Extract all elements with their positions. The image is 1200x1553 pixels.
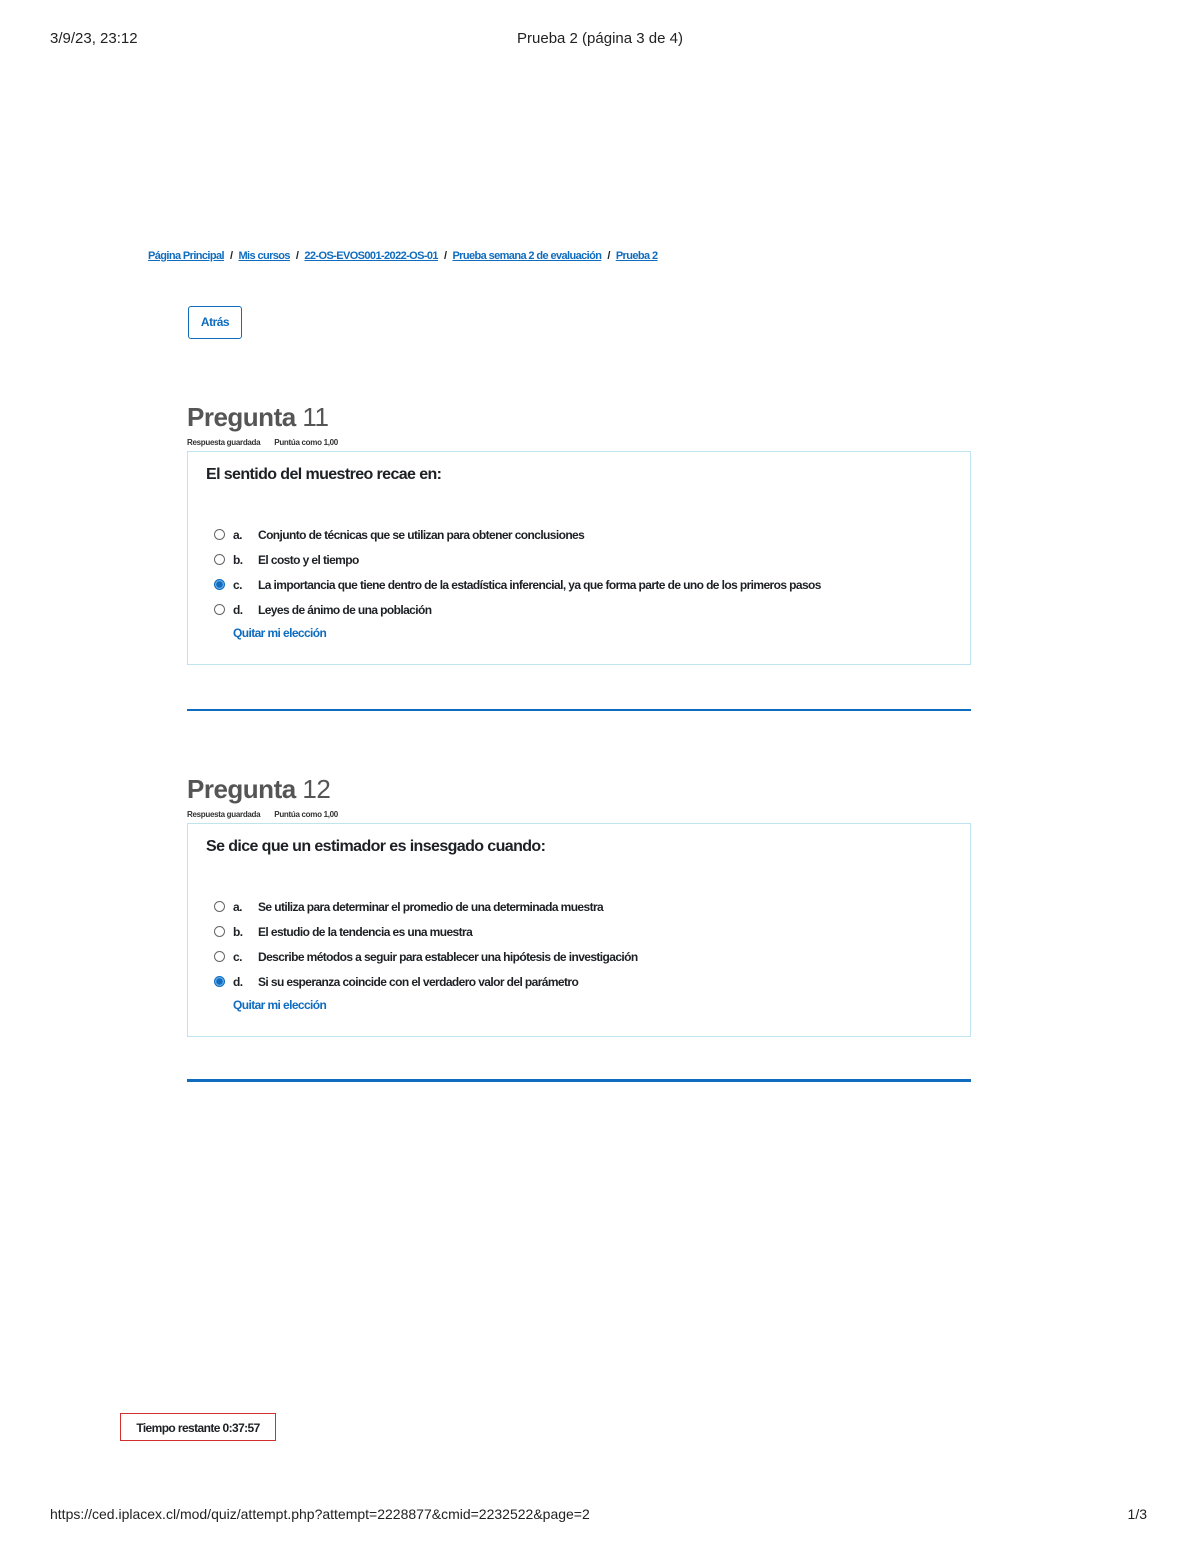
- back-button[interactable]: Atrás: [188, 306, 242, 339]
- answer-letter: a.: [233, 899, 242, 914]
- print-url: https://ced.iplacex.cl/mod/quiz/attempt.php?attempt=2228877&cmid=2232522&page=2: [50, 1506, 590, 1522]
- question-box: [187, 451, 971, 665]
- radio-button[interactable]: [214, 901, 225, 912]
- question-box: [187, 823, 971, 1037]
- answer-letter: c.: [233, 577, 242, 592]
- radio-button-selected[interactable]: [214, 579, 225, 590]
- breadcrumb-separator: /: [229, 250, 233, 262]
- answer-text: Leyes de ánimo de una población: [258, 602, 432, 617]
- question-status: Respuesta guardada: [187, 810, 261, 819]
- answer-list: [214, 894, 638, 994]
- breadcrumb-separator: /: [607, 250, 610, 262]
- answer-letter: a.: [233, 527, 242, 542]
- answer-text: La importancia que tiene dentro de la estadística inferencial, ya que forma parte de uno de los primeros pasos: [258, 577, 821, 592]
- answer-letter: b.: [233, 924, 243, 939]
- breadcrumb-separator: /: [295, 250, 299, 262]
- answer-text: Si su esperanza coincide con el verdadero valor del parámetro: [258, 974, 579, 989]
- question-number: 12: [302, 774, 331, 804]
- radio-button-selected[interactable]: [214, 976, 225, 987]
- radio-button[interactable]: [214, 554, 225, 565]
- breadcrumb-item-quiz[interactable]: Prueba 2: [615, 250, 658, 262]
- answer-option[interactable]: [214, 522, 821, 547]
- radio-button[interactable]: [214, 951, 225, 962]
- question-score: Puntúa como 1,00: [274, 438, 338, 447]
- answer-text: Describe métodos a seguir para establecer una hipótesis de investigación: [258, 949, 638, 964]
- clear-choice-link[interactable]: Quitar mi elección: [233, 626, 327, 640]
- quiz-timer: Tiempo restante 0:37:57: [120, 1413, 276, 1441]
- answer-text: El costo y el tiempo: [258, 552, 359, 567]
- breadcrumb-item-home[interactable]: Página Principal: [148, 250, 224, 262]
- answer-option[interactable]: [214, 944, 638, 969]
- answer-option[interactable]: [214, 894, 638, 919]
- question-11: [187, 402, 971, 665]
- question-title: [187, 774, 971, 805]
- question-info: [187, 438, 971, 448]
- answer-list: [214, 522, 821, 622]
- radio-button[interactable]: [214, 604, 225, 615]
- print-date: 3/9/23, 23:12: [50, 30, 138, 47]
- question-title-word: Pregunta: [187, 402, 296, 432]
- answer-letter: b.: [233, 552, 243, 567]
- print-page-number: 1/3: [1127, 1506, 1147, 1522]
- breadcrumb-separator: /: [443, 250, 447, 262]
- breadcrumb: [148, 250, 657, 262]
- answer-text: El estudio de la tendencia es una muestra: [258, 924, 473, 939]
- answer-option[interactable]: [214, 547, 821, 572]
- answer-option[interactable]: [214, 597, 821, 622]
- question-divider: [187, 709, 971, 711]
- answer-option[interactable]: [214, 969, 638, 994]
- question-title-word: Pregunta: [187, 774, 296, 804]
- answer-letter: c.: [233, 949, 242, 964]
- question-12: [187, 774, 971, 1037]
- answer-option[interactable]: [214, 919, 638, 944]
- question-status: Respuesta guardada: [187, 438, 261, 447]
- clear-choice-link[interactable]: Quitar mi elección: [233, 998, 327, 1012]
- print-header: [0, 30, 1200, 50]
- question-info: [187, 810, 971, 820]
- breadcrumb-item-section[interactable]: Prueba semana 2 de evaluación: [452, 250, 602, 262]
- radio-button[interactable]: [214, 926, 225, 937]
- breadcrumb-item-my-courses[interactable]: Mis cursos: [238, 250, 290, 262]
- breadcrumb-item-course[interactable]: 22-OS-EVOS001-2022-OS-01: [304, 250, 438, 262]
- answer-letter: d.: [233, 974, 243, 989]
- answer-letter: d.: [233, 602, 243, 617]
- question-text: Se dice que un estimador es insesgado cuando:: [206, 838, 546, 855]
- question-divider: [187, 1079, 971, 1082]
- answer-text: Se utiliza para determinar el promedio de una determinada muestra: [258, 899, 604, 914]
- question-number: 11: [302, 402, 329, 432]
- print-title: Prueba 2 (página 3 de 4): [517, 30, 683, 47]
- radio-button[interactable]: [214, 529, 225, 540]
- question-text: El sentido del muestreo recae en:: [206, 466, 442, 483]
- answer-option[interactable]: [214, 572, 821, 597]
- question-title: [187, 402, 971, 433]
- question-score: Puntúa como 1,00: [274, 810, 338, 819]
- answer-text: Conjunto de técnicas que se utilizan para obtener conclusiones: [258, 527, 585, 542]
